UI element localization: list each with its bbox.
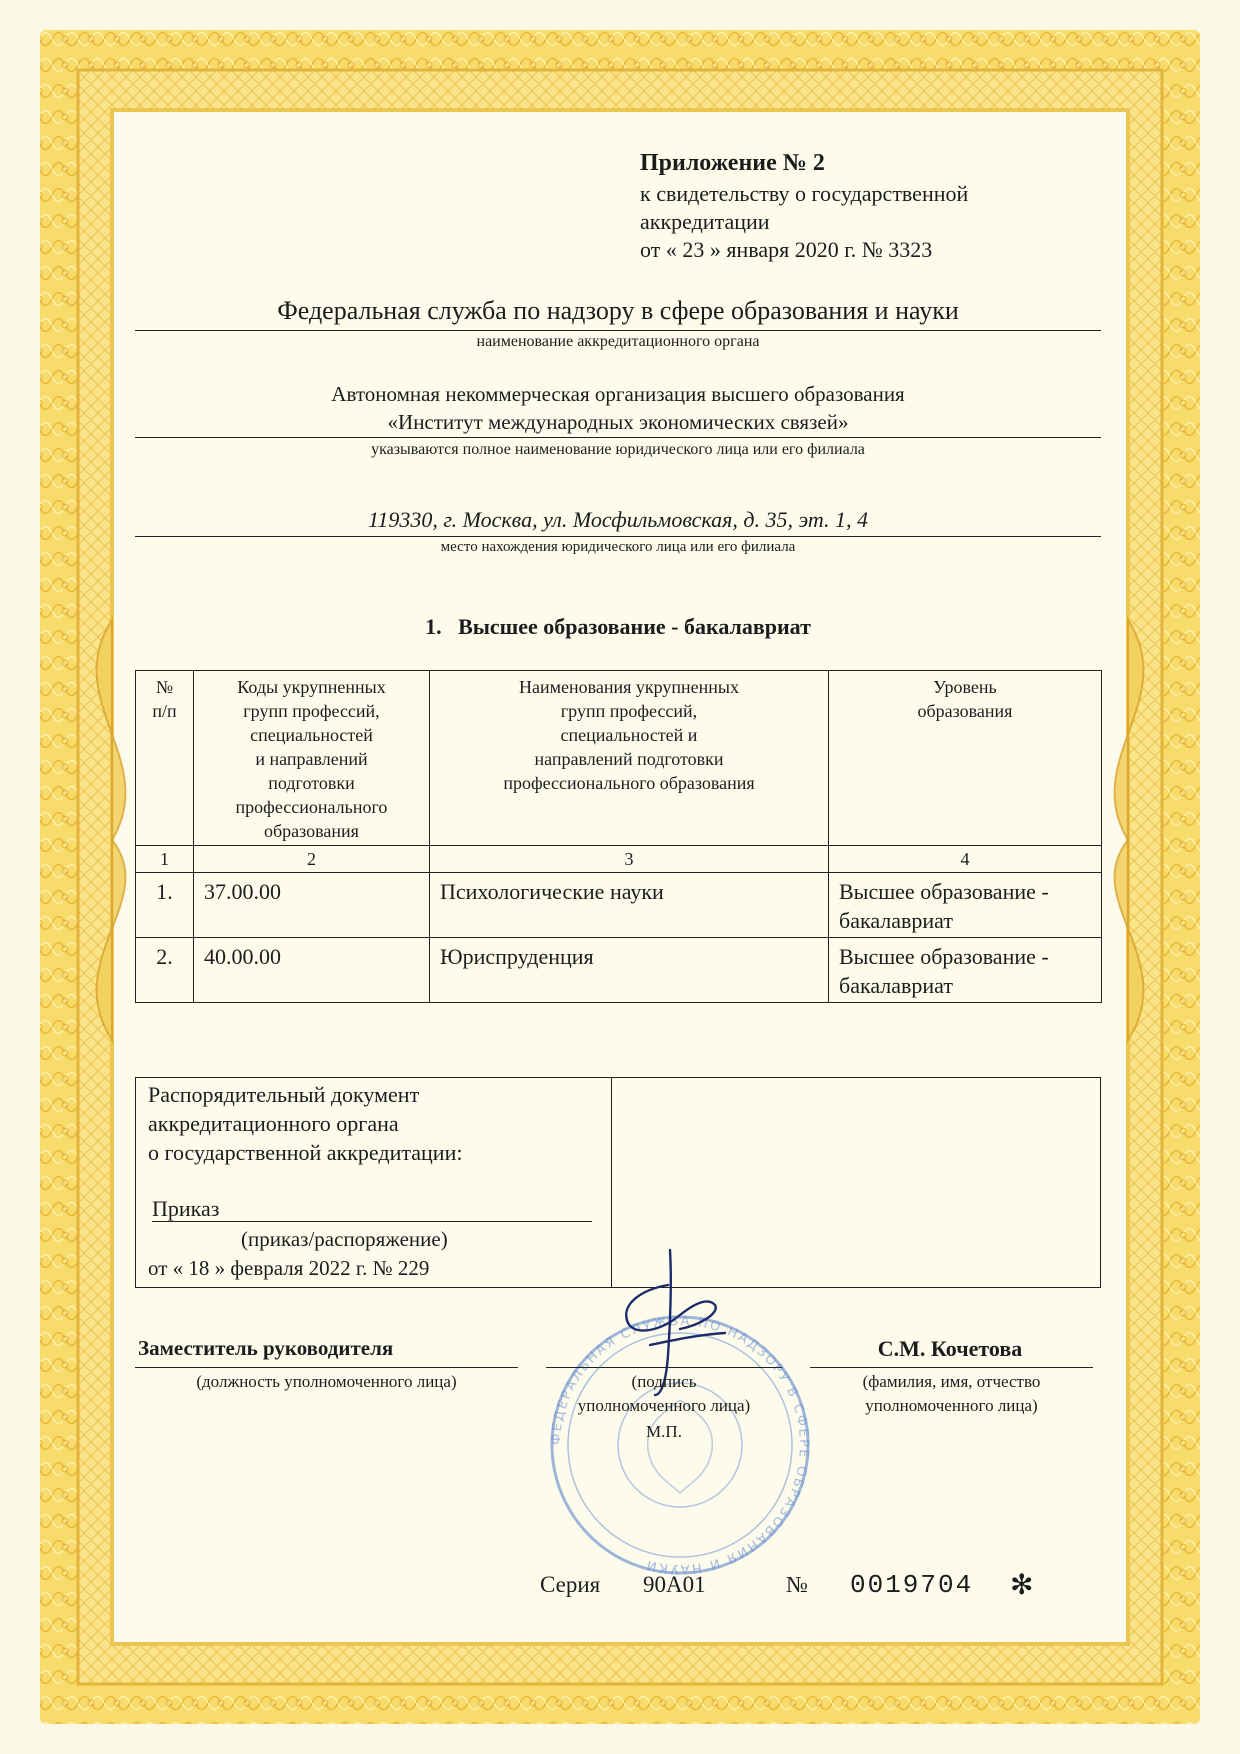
- position-underline: [135, 1367, 518, 1368]
- organization-caption: указываются полное наименование юридического лица или его филиала: [371, 441, 865, 458]
- column-number: 2: [194, 846, 430, 873]
- table-row: [136, 873, 1102, 938]
- address-underline: [135, 536, 1101, 537]
- column-number: 4: [829, 846, 1102, 873]
- agency-underline: [135, 330, 1101, 331]
- address-value: 119330, г. Москва, ул. Мосфильмовская, д. 35, эт. 1, 4: [367, 507, 869, 532]
- row-name: Юриспруденция: [430, 938, 829, 1003]
- row-level: Высшее образование - бакалавриат: [829, 938, 1102, 1003]
- order-type-caption: (приказ/распоряжение): [241, 1227, 448, 1251]
- organization-line1: Автономная некоммерческая организация высшего образования: [331, 382, 905, 406]
- name-caption-line2: уполномоченного лица): [865, 1396, 1038, 1415]
- column-number: 1: [136, 846, 194, 873]
- appendix-line1: к свидетельству о государственной: [640, 181, 969, 206]
- order-line2: аккредитационного органа: [148, 1111, 399, 1136]
- header-names: Наименования укрупненных групп профессий, специальностей и направлений подготовки профессионального образования: [430, 671, 829, 846]
- section-title: 1. Высшее образование - бакалавриат: [425, 614, 811, 639]
- row-level: Высшее образование - бакалавриат: [829, 873, 1102, 938]
- signature-caption-line1: (подпись: [631, 1372, 697, 1391]
- series-label: Серия: [540, 1572, 601, 1597]
- row-number: 2.: [136, 938, 194, 1003]
- signatory-position: Заместитель руководителя: [138, 1336, 394, 1360]
- order-type-underline: [152, 1221, 592, 1222]
- signature-caption-line2: уполномоченного лица): [577, 1396, 751, 1415]
- organization-underline: [135, 437, 1101, 438]
- row-name: Психологические науки: [430, 873, 829, 938]
- appendix-title: Приложение № 2: [640, 150, 825, 176]
- row-code: 40.00.00: [194, 938, 430, 1003]
- signature-underline: [546, 1367, 782, 1368]
- row-number: 1.: [136, 873, 194, 938]
- row-code: 37.00.00: [194, 873, 430, 938]
- header-number: № п/п: [136, 671, 194, 846]
- number-label: №: [786, 1572, 808, 1597]
- address-caption: место нахождения юридического лица или его филиала: [440, 539, 796, 555]
- table-row: [136, 938, 1102, 1003]
- agency-name: Федеральная служба по надзору в сфере образования и науки: [277, 296, 959, 325]
- table-header-row: [136, 671, 1102, 846]
- appendix-line3: от « 23 » января 2020 г. № 3323: [640, 237, 933, 262]
- order-date: от « 18 » февраля 2022 г. № 229: [148, 1256, 430, 1280]
- series-value: 90А01: [643, 1572, 706, 1597]
- serial-number: 0019704: [850, 1570, 974, 1600]
- appendix-line2: аккредитации: [640, 209, 770, 234]
- column-number: 3: [430, 846, 829, 873]
- header-level: Уровень образования: [829, 671, 1102, 846]
- svg-text:ФЕДЕРАЛЬНАЯ СЛУЖБА ПО НАДЗОРУ: ФЕДЕРАЛЬНАЯ СЛУЖБА ПО НАДЗОРУ В СФЕРЕ ОБРАЗОВАНИЯ И НАУКИ: [548, 1313, 812, 1577]
- position-caption: (должность уполномоченного лица): [196, 1372, 457, 1391]
- table-column-numbers: [136, 846, 1102, 873]
- order-line1: Распорядительный документ: [148, 1082, 420, 1107]
- stamp-place-label: М.П.: [646, 1422, 682, 1441]
- name-underline: [810, 1367, 1093, 1368]
- header-codes: Коды укрупненных групп профессий, специальностей и направлений подготовки профессионального образования: [194, 671, 430, 846]
- name-caption-line1: (фамилия, имя, отчество: [862, 1372, 1041, 1391]
- serial-mark-icon: ✻: [1010, 1568, 1034, 1601]
- organization-line2: «Институт международных экономических связей»: [387, 410, 849, 434]
- order-type: Приказ: [152, 1196, 220, 1221]
- accreditation-table: [135, 670, 1102, 1003]
- agency-caption: наименование аккредитационного органа: [476, 333, 760, 350]
- order-line3: о государственной аккредитации:: [148, 1140, 463, 1165]
- signatory-name: С.М. Кочетова: [877, 1336, 1023, 1361]
